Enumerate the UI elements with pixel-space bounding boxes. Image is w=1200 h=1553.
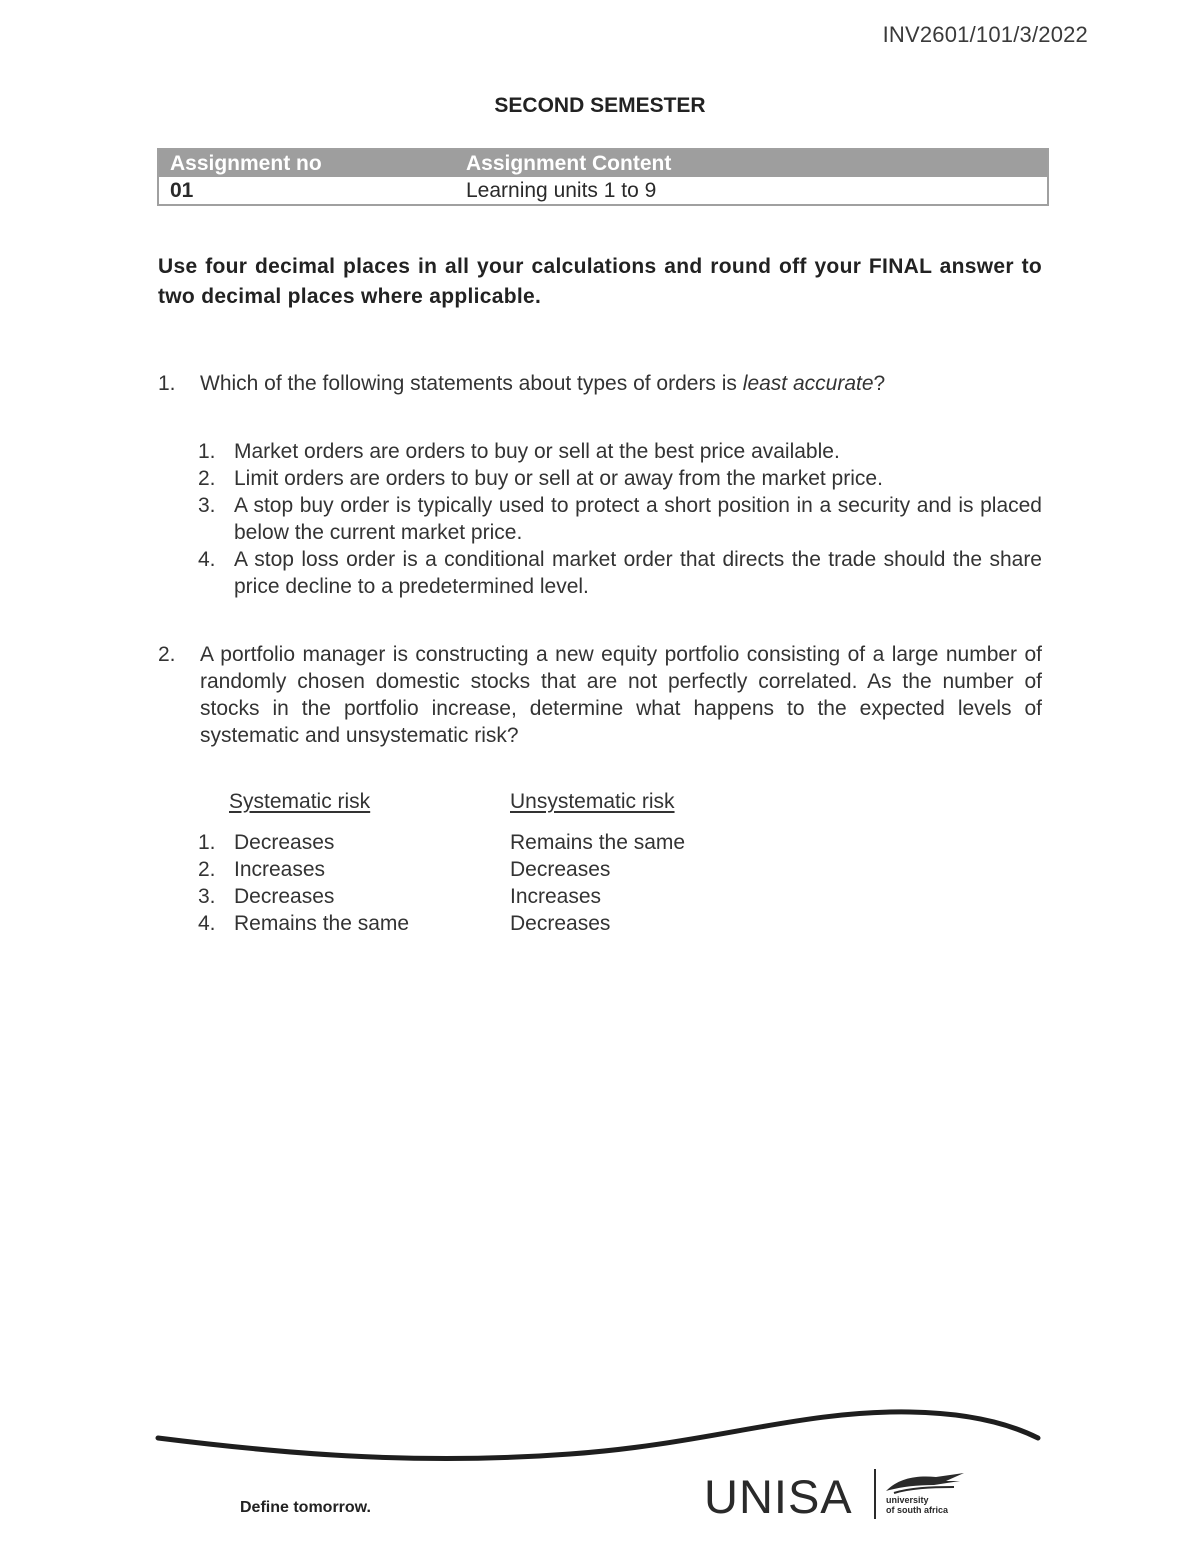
- logo-divider: [874, 1469, 876, 1519]
- bird-emblem-icon: [884, 1471, 968, 1495]
- list-item: 4. Remains the same Decreases: [198, 912, 611, 935]
- list-item: 1. Market orders are orders to buy or sell at the best price available.: [198, 440, 840, 463]
- list-item: 1. Decreases Remains the same: [198, 831, 686, 854]
- document-code: INV2601/101/3/2022: [882, 22, 1088, 47]
- assignment-content-header: Assignment Content: [455, 149, 1048, 177]
- logo-subtext: university of south africa: [886, 1495, 949, 1515]
- assignment-number-cell: 01: [170, 179, 194, 202]
- question-2-number: 2.: [158, 643, 176, 666]
- question-2-options: [198, 829, 798, 937]
- list-item: 2. Increases Decreases: [198, 858, 611, 881]
- assignment-table: [157, 148, 1049, 206]
- question-1-emphasis: least accurate: [742, 372, 874, 395]
- list-item: 3. A stop buy order is typically used to protect a short position in a security and is placed below the current market price.: [198, 494, 1042, 544]
- table-row: [158, 177, 1048, 205]
- assignment-table-header-row: [158, 149, 1048, 177]
- assignment-content-cell: Learning units 1 to 9: [466, 179, 657, 202]
- unisa-logo: [704, 1465, 974, 1525]
- list-item: 2. Limit orders are orders to buy or sell at or away from the market price.: [198, 467, 883, 490]
- list-item: 3. Decreases Increases: [198, 885, 602, 908]
- question-2-text: A portfolio manager is constructing a new equity portfolio consisting of a large number of randomly chosen domestic stocks that are not perfectly correlated. As the number of stocks in the portfolio increase, determine what happens to the expected levels of systematic and unsystematic risk?: [200, 643, 1042, 747]
- question-1: [158, 370, 1042, 397]
- question-1-options: [198, 438, 1042, 600]
- systematic-risk-header: Systematic risk: [229, 790, 371, 813]
- footer-tagline: Define tomorrow.: [240, 1499, 371, 1516]
- semester-title: SECOND SEMESTER: [494, 94, 706, 117]
- unisa-logo-text: UNISA: [704, 1470, 853, 1523]
- unsystematic-risk-header: Unsystematic risk: [510, 790, 675, 813]
- assignment-no-header: Assignment no: [158, 149, 455, 177]
- question-2: [158, 641, 1042, 749]
- question-1-text: Which of the following statements about types of orders is least accurate?: [200, 372, 886, 395]
- list-item: 4. A stop loss order is a conditional market order that directs the trade should the share price decline to a predetermined level.: [198, 548, 1042, 598]
- calculation-instruction: Use four decimal places in all your calculations and round off your FINAL answer to two decimal places where applicable.: [158, 255, 1042, 308]
- question-1-number: 1.: [158, 372, 176, 395]
